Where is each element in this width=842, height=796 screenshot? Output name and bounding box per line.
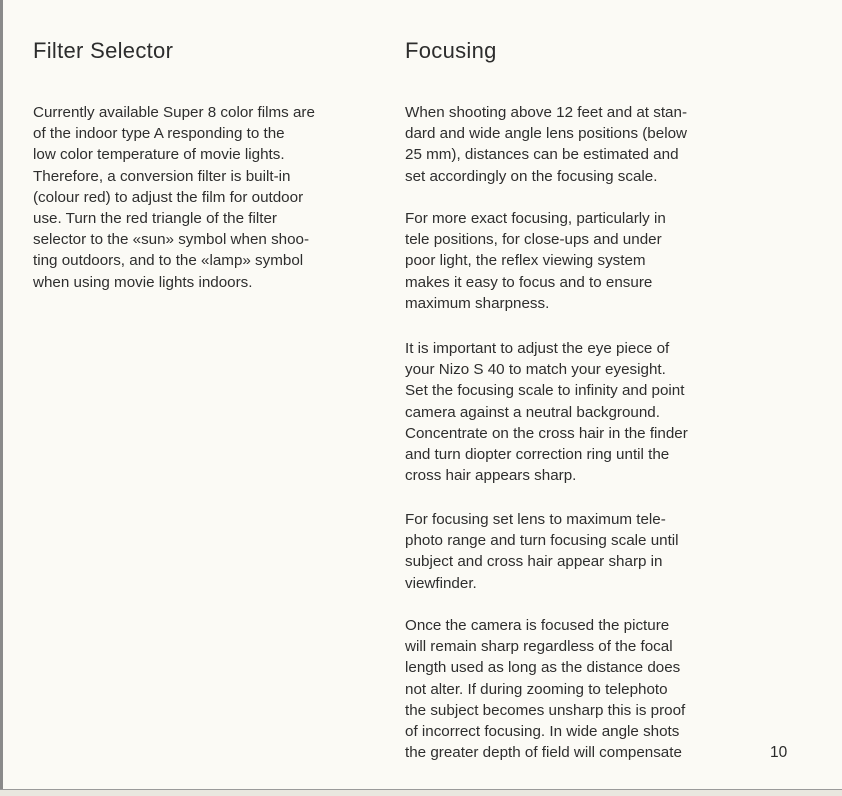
- focusing-heading: Focusing: [405, 38, 497, 63]
- text-line: length used as long as the distance does: [405, 659, 681, 677]
- text-line: use. Turn the red triangle of the filter: [33, 210, 277, 228]
- text-line: selector to the «sun» symbol when shoo-: [33, 231, 310, 249]
- text-line: photo range and turn focusing scale until: [405, 532, 679, 550]
- text-line: when using movie lights indoors.: [33, 273, 253, 291]
- focusing-paragraph-1: [405, 102, 687, 187]
- text-line: (colour red) to adjust the film for outdoor: [33, 188, 304, 206]
- text-line: dard and wide angle lens positions (below: [405, 125, 687, 143]
- page-number: 10: [770, 744, 788, 761]
- text-line: your Nizo S 40 to match your eyesight.: [405, 361, 666, 379]
- text-line: Currently available Super 8 color films are: [33, 104, 315, 121]
- text-line: poor light, the reflex viewing system: [405, 252, 646, 270]
- text-line: makes it easy to focus and to ensure: [405, 273, 653, 291]
- text-line: of incorrect focusing. In wide angle shots: [405, 723, 680, 741]
- text-line: viewfinder.: [405, 574, 477, 592]
- text-line: not alter. If during zooming to telephoto: [405, 680, 668, 698]
- text-line: the subject becomes unsharp this is proof: [405, 701, 686, 719]
- text-line: For more exact focusing, particularly in: [405, 210, 666, 227]
- focusing-paragraph-2: [405, 208, 666, 314]
- page-left-edge: [0, 0, 3, 795]
- text-line: subject and cross hair appear sharp in: [405, 553, 663, 571]
- text-line: When shooting above 12 feet and at stan-: [405, 104, 688, 121]
- text-line: will remain sharp regardless of the focal: [405, 638, 673, 656]
- text-line: Set the focusing scale to infinity and point: [405, 382, 685, 400]
- focusing-paragraph-3: [405, 338, 688, 486]
- focusing-paragraph-4: [405, 509, 679, 594]
- text-line: and turn diopter correction ring until the: [405, 446, 670, 464]
- text-line: tele positions, for close-ups and under: [405, 231, 662, 249]
- text-line: For focusing set lens to maximum tele-: [405, 511, 666, 528]
- text-line: Therefore, a conversion filter is built-in: [33, 167, 291, 185]
- filter-selector-paragraph: [33, 102, 315, 293]
- text-line: of the indoor type A responding to the: [33, 125, 285, 143]
- text-line: camera against a neutral background.: [405, 403, 660, 421]
- text-line: maximum sharpness.: [405, 294, 550, 312]
- text-line: It is important to adjust the eye piece of: [405, 340, 670, 357]
- text-line: Concentrate on the cross hair in the finder: [405, 424, 688, 442]
- filter-selector-heading: Filter Selector: [33, 38, 174, 63]
- text-line: the greater depth of field will compensate: [405, 744, 682, 762]
- focusing-paragraph-5: [405, 615, 685, 763]
- text-line: cross hair appears sharp.: [405, 467, 577, 485]
- text-line: set accordingly on the focusing scale.: [405, 167, 658, 185]
- text-line: low color temperature of movie lights.: [33, 146, 285, 164]
- text-line: ting outdoors, and to the «lamp» symbol: [33, 252, 304, 270]
- text-line: Once the camera is focused the picture: [405, 617, 670, 634]
- text-line: 25 mm), distances can be estimated and: [405, 146, 679, 164]
